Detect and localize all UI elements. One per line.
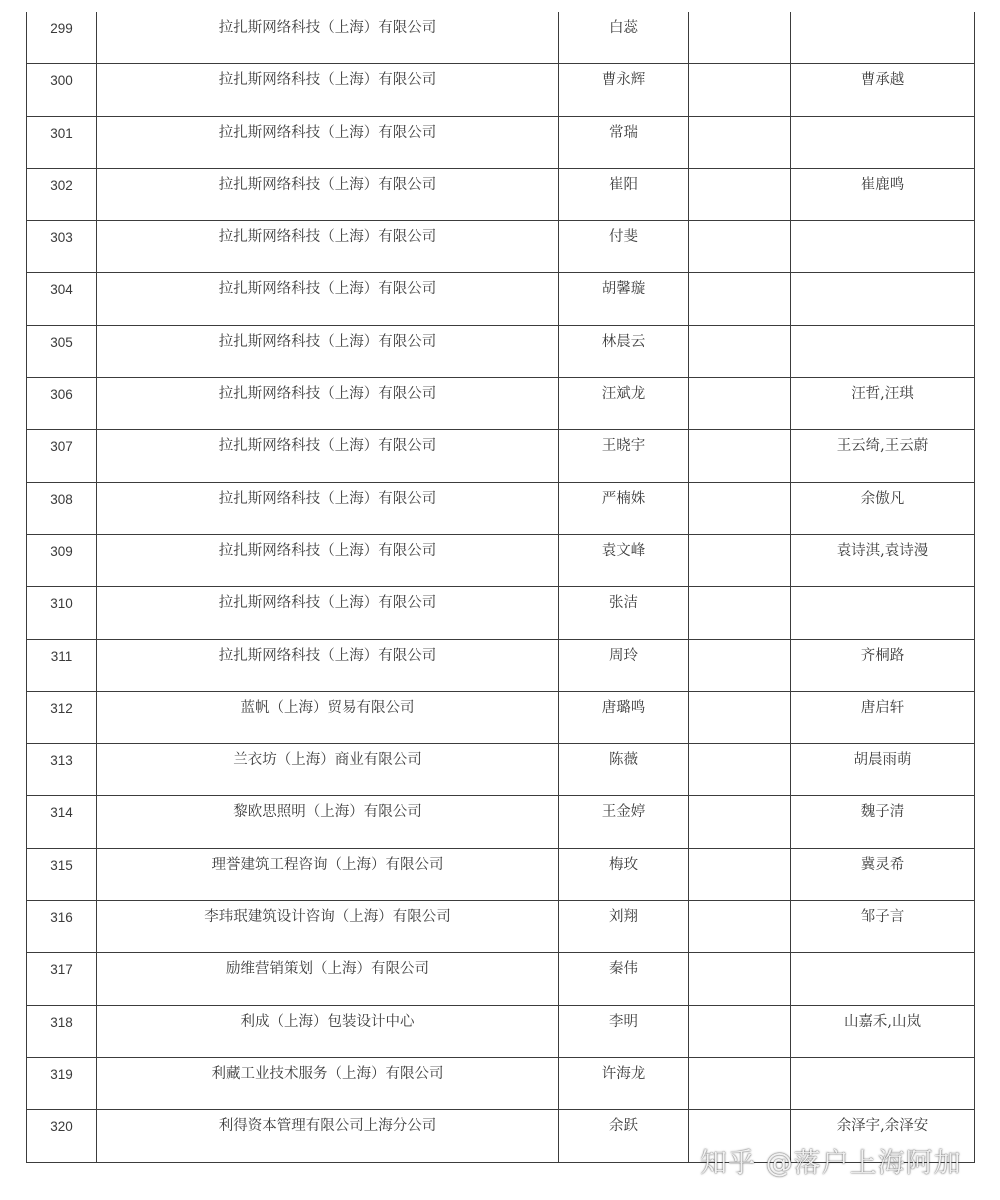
family-members-text: 胡晨雨萌 [853, 752, 912, 769]
company-cell [97, 639, 559, 691]
family-members-text [791, 221, 974, 228]
table-row [27, 64, 975, 116]
company-text: 拉扎斯网络科技（上海）有限公司 [218, 281, 437, 298]
applicant-name-cell [559, 64, 689, 116]
roster-sheet [26, 12, 974, 1163]
applicant-name-cell [559, 744, 689, 796]
company-cell [97, 1110, 559, 1162]
row-number-cell [27, 273, 97, 325]
table-row [27, 744, 975, 796]
applicant-name-cell [559, 691, 689, 743]
blank-cell [689, 744, 791, 796]
applicant-name-cell [559, 378, 689, 430]
table-row [27, 325, 975, 377]
family-members-cell [791, 1057, 975, 1109]
table-row [27, 953, 975, 1005]
blank-cell [689, 273, 791, 325]
blank-cell [689, 430, 791, 482]
company-text: 蓝帆（上海）贸易有限公司 [240, 699, 415, 716]
company-text: 理誉建筑工程咨询（上海）有限公司 [211, 856, 444, 873]
row-number-text: 303 [50, 230, 73, 246]
row-number-text: 307 [50, 439, 73, 455]
table-row [27, 116, 975, 168]
row-number-text: 319 [50, 1066, 73, 1082]
family-members-text [791, 117, 974, 124]
row-number-cell [27, 848, 97, 900]
row-number-cell [27, 482, 97, 534]
row-number-cell [27, 1005, 97, 1057]
applicant-name-cell [559, 325, 689, 377]
family-members-text: 山嘉禾,山岚 [843, 1013, 922, 1030]
company-text: 利藏工业技术服务（上海）有限公司 [211, 1065, 444, 1082]
family-members-text [791, 1058, 974, 1065]
row-number-text: 315 [50, 857, 73, 873]
applicant-name-cell [559, 12, 689, 64]
row-number-cell [27, 12, 97, 64]
table-row [27, 1005, 975, 1057]
applicant-name-cell [559, 482, 689, 534]
company-cell [97, 796, 559, 848]
blank-cell [689, 482, 791, 534]
table-row [27, 848, 975, 900]
applicant-name-text: 林晨云 [601, 333, 646, 350]
row-number-cell [27, 378, 97, 430]
row-number-cell [27, 221, 97, 273]
family-members-text: 曹承越 [860, 72, 905, 89]
company-cell [97, 848, 559, 900]
company-cell [97, 1057, 559, 1109]
row-number-cell [27, 64, 97, 116]
applicant-name-text: 许海龙 [601, 1065, 646, 1082]
family-members-cell [791, 1005, 975, 1057]
row-number-text: 312 [50, 700, 73, 716]
company-cell [97, 273, 559, 325]
table-row [27, 534, 975, 586]
company-text: 李玮珉建筑设计咨询（上海）有限公司 [204, 909, 451, 926]
watermark-text: 知乎 @落户上海阿加 [700, 1148, 962, 1179]
row-number-text: 320 [50, 1119, 73, 1135]
family-members-text: 魏子清 [860, 804, 905, 821]
applicant-name-cell [559, 168, 689, 220]
blank-cell [689, 848, 791, 900]
row-number-cell [27, 325, 97, 377]
table-row [27, 796, 975, 848]
blank-cell [689, 691, 791, 743]
company-cell [97, 64, 559, 116]
family-members-cell [791, 953, 975, 1005]
table-row [27, 901, 975, 953]
family-members-cell [791, 691, 975, 743]
family-members-cell [791, 325, 975, 377]
company-text: 利得资本管理有限公司上海分公司 [218, 1118, 437, 1135]
blank-cell [689, 168, 791, 220]
applicant-name-text: 严楠姝 [601, 490, 646, 507]
row-number-text: 301 [50, 125, 73, 141]
company-cell [97, 221, 559, 273]
company-text: 拉扎斯网络科技（上海）有限公司 [218, 386, 437, 403]
applicant-name-cell [559, 273, 689, 325]
family-members-cell [791, 378, 975, 430]
family-members-text [791, 953, 974, 960]
blank-cell [689, 378, 791, 430]
row-number-text: 310 [50, 596, 73, 612]
applicant-name-text: 常瑞 [609, 124, 638, 141]
table-row [27, 691, 975, 743]
family-members-text [791, 326, 974, 333]
applicant-name-cell [559, 901, 689, 953]
company-text: 拉扎斯网络科技（上海）有限公司 [218, 176, 437, 193]
row-number-text: 304 [50, 282, 73, 298]
family-members-text [791, 12, 974, 19]
family-members-cell [791, 221, 975, 273]
family-members-cell [791, 534, 975, 586]
company-text: 拉扎斯网络科技（上海）有限公司 [218, 20, 437, 36]
applicant-name-text: 袁文峰 [601, 542, 646, 559]
applicant-name-text: 付斐 [609, 229, 638, 246]
company-cell [97, 587, 559, 639]
blank-cell [689, 639, 791, 691]
company-text: 拉扎斯网络科技（上海）有限公司 [218, 72, 437, 89]
table-row [27, 168, 975, 220]
row-number-cell [27, 744, 97, 796]
company-cell [97, 901, 559, 953]
family-members-text: 袁诗淇,袁诗漫 [836, 542, 929, 559]
row-number-text: 318 [50, 1014, 73, 1030]
row-number-text: 313 [50, 753, 73, 769]
row-number-cell [27, 1057, 97, 1109]
family-members-cell [791, 116, 975, 168]
applicant-name-text: 王金婷 [601, 804, 646, 821]
row-number-text: 316 [50, 910, 73, 926]
row-number-text: 306 [50, 387, 73, 403]
blank-cell [689, 12, 791, 64]
company-text: 励维营销策划（上海）有限公司 [226, 961, 429, 978]
company-text: 兰衣坊（上海）商业有限公司 [233, 752, 422, 769]
row-number-cell [27, 691, 97, 743]
family-members-text: 汪哲,汪琪 [851, 386, 914, 403]
row-number-text: 305 [50, 334, 73, 350]
family-members-cell [791, 64, 975, 116]
company-text: 拉扎斯网络科技（上海）有限公司 [218, 490, 437, 507]
blank-cell [689, 1005, 791, 1057]
family-members-text: 余傲凡 [860, 490, 905, 507]
applicant-name-cell [559, 1057, 689, 1109]
blank-cell [689, 1057, 791, 1109]
company-text: 拉扎斯网络科技（上海）有限公司 [218, 647, 437, 664]
table-row [27, 639, 975, 691]
row-number-cell [27, 534, 97, 586]
table-row [27, 221, 975, 273]
row-number-text: 299 [50, 21, 73, 36]
row-number-text: 309 [50, 543, 73, 559]
row-number-text: 314 [50, 805, 73, 821]
company-cell [97, 168, 559, 220]
family-members-text [791, 273, 974, 280]
applicant-name-text: 刘翔 [609, 909, 638, 926]
row-number-text: 317 [50, 962, 73, 978]
roster-table [26, 12, 975, 1163]
table-row [27, 273, 975, 325]
applicant-name-text: 周玲 [609, 647, 638, 664]
applicant-name-text: 陈薇 [609, 752, 638, 769]
company-text: 拉扎斯网络科技（上海）有限公司 [218, 333, 437, 350]
company-cell [97, 116, 559, 168]
company-text: 拉扎斯网络科技（上海）有限公司 [218, 438, 437, 455]
family-members-cell [791, 639, 975, 691]
company-cell [97, 378, 559, 430]
family-members-cell [791, 796, 975, 848]
blank-cell [689, 221, 791, 273]
family-members-text: 崔鹿鸣 [860, 176, 905, 193]
company-text: 黎欧思照明（上海）有限公司 [233, 804, 422, 821]
row-number-text: 300 [50, 73, 73, 89]
company-cell [97, 691, 559, 743]
row-number-cell [27, 430, 97, 482]
applicant-name-cell [559, 587, 689, 639]
applicant-name-text: 崔阳 [609, 176, 638, 193]
family-members-cell [791, 430, 975, 482]
applicant-name-cell [559, 430, 689, 482]
applicant-name-cell [559, 848, 689, 900]
company-cell [97, 744, 559, 796]
table-row [27, 378, 975, 430]
family-members-cell [791, 848, 975, 900]
company-text: 拉扎斯网络科技（上海）有限公司 [218, 229, 437, 246]
table-row [27, 12, 975, 64]
family-members-cell [791, 12, 975, 64]
applicant-name-text: 梅玫 [609, 856, 638, 873]
blank-cell [689, 325, 791, 377]
applicant-name-text: 秦伟 [609, 961, 638, 978]
blank-cell [689, 64, 791, 116]
applicant-name-text: 曹永辉 [601, 72, 646, 89]
applicant-name-cell [559, 639, 689, 691]
row-number-text: 302 [50, 177, 73, 193]
applicant-name-text: 汪斌龙 [601, 386, 646, 403]
blank-cell [689, 587, 791, 639]
row-number-cell [27, 1110, 97, 1162]
family-members-cell [791, 273, 975, 325]
applicant-name-cell [559, 796, 689, 848]
company-text: 拉扎斯网络科技（上海）有限公司 [218, 124, 437, 141]
family-members-cell [791, 482, 975, 534]
applicant-name-cell [559, 221, 689, 273]
blank-cell [689, 953, 791, 1005]
table-row [27, 430, 975, 482]
family-members-text: 余泽宇,余泽安 [836, 1118, 929, 1135]
family-members-cell [791, 168, 975, 220]
applicant-name-cell [559, 534, 689, 586]
applicant-name-text: 余跃 [609, 1118, 638, 1135]
row-number-text: 308 [50, 491, 73, 507]
company-cell [97, 534, 559, 586]
company-cell [97, 1005, 559, 1057]
applicant-name-text: 李明 [609, 1013, 638, 1030]
row-number-cell [27, 953, 97, 1005]
row-number-cell [27, 901, 97, 953]
applicant-name-cell [559, 953, 689, 1005]
row-number-text: 311 [50, 648, 73, 664]
company-cell [97, 482, 559, 534]
company-text: 拉扎斯网络科技（上海）有限公司 [218, 595, 437, 612]
applicant-name-cell [559, 1005, 689, 1057]
row-number-cell [27, 639, 97, 691]
company-cell [97, 953, 559, 1005]
blank-cell [689, 116, 791, 168]
applicant-name-text: 张洁 [609, 595, 638, 612]
roster-table-body [27, 12, 975, 1162]
applicant-name-text: 王晓宇 [601, 438, 646, 455]
company-cell [97, 12, 559, 64]
table-row [27, 1057, 975, 1109]
row-number-cell [27, 587, 97, 639]
applicant-name-cell [559, 1110, 689, 1162]
blank-cell [689, 901, 791, 953]
company-text: 利成（上海）包装设计中心 [240, 1013, 415, 1030]
family-members-cell [791, 587, 975, 639]
row-number-cell [27, 116, 97, 168]
family-members-text: 王云绮,王云蔚 [836, 438, 929, 455]
row-number-cell [27, 796, 97, 848]
row-number-cell [27, 168, 97, 220]
applicant-name-text: 白蕊 [609, 20, 638, 36]
company-cell [97, 430, 559, 482]
applicant-name-text: 唐璐鸣 [601, 699, 646, 716]
family-members-text [791, 587, 974, 594]
family-members-text: 邹子言 [860, 909, 905, 926]
family-members-text: 齐桐路 [860, 647, 905, 664]
family-members-text: 冀灵希 [860, 856, 905, 873]
applicant-name-cell [559, 116, 689, 168]
company-text: 拉扎斯网络科技（上海）有限公司 [218, 542, 437, 559]
family-members-text: 唐启轩 [860, 699, 905, 716]
blank-cell [689, 796, 791, 848]
family-members-cell [791, 744, 975, 796]
blank-cell [689, 534, 791, 586]
family-members-cell [791, 901, 975, 953]
applicant-name-text: 胡馨璇 [601, 281, 646, 298]
company-cell [97, 325, 559, 377]
table-row [27, 482, 975, 534]
table-row [27, 587, 975, 639]
